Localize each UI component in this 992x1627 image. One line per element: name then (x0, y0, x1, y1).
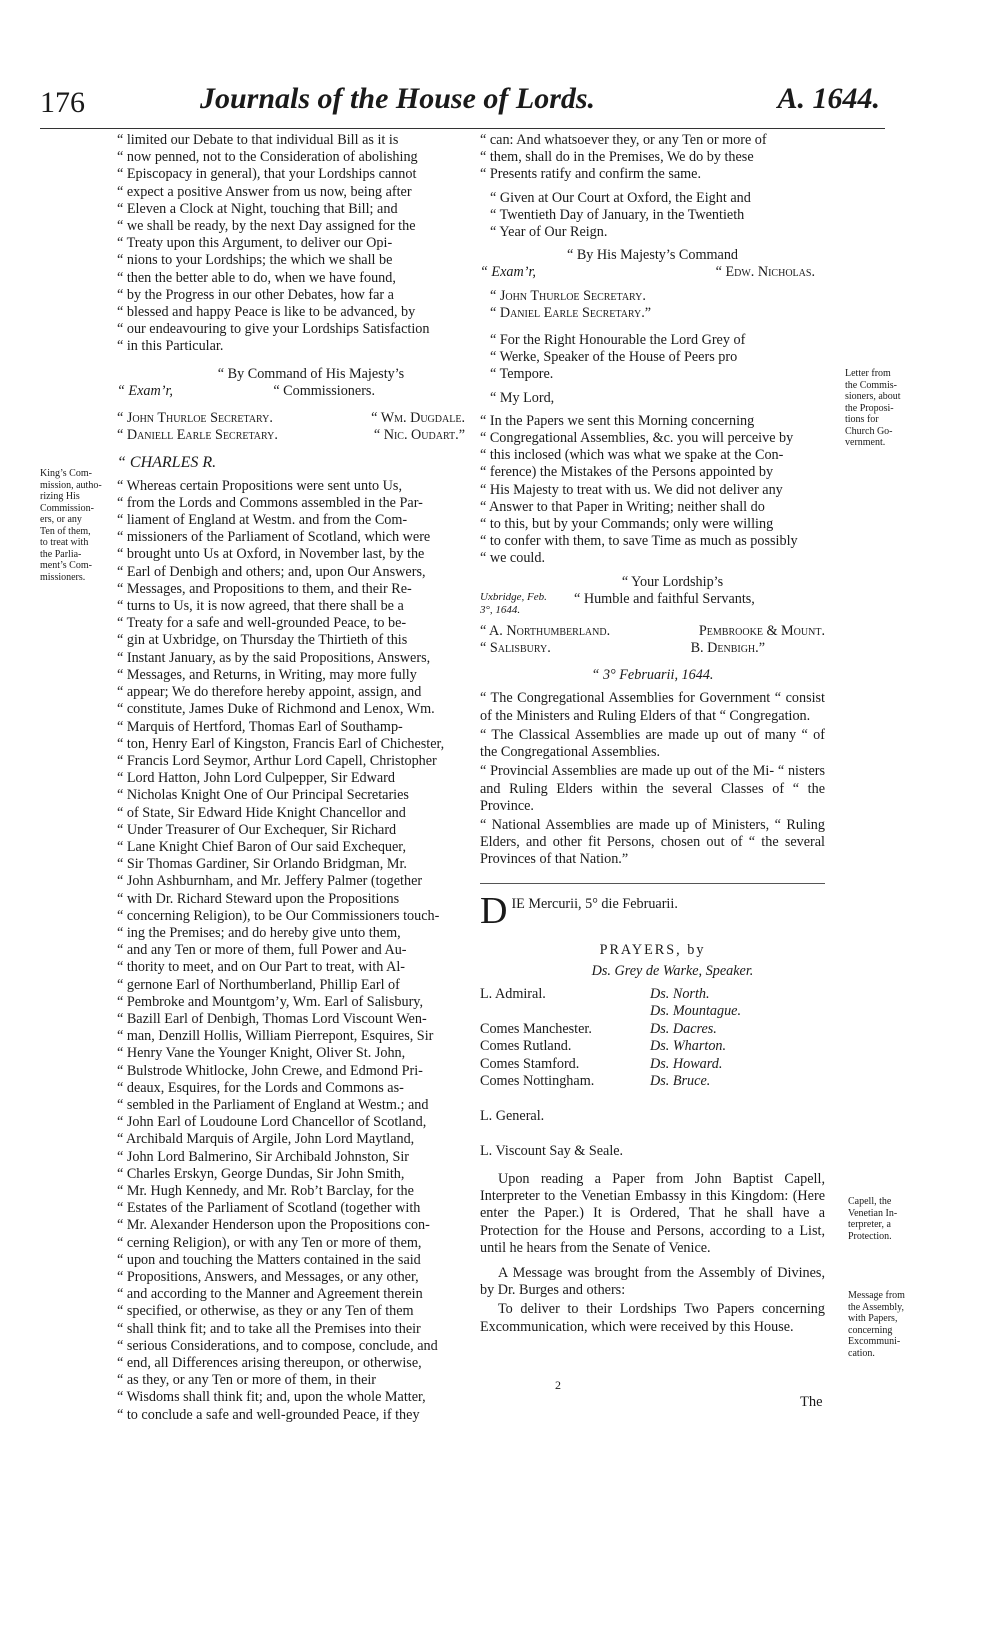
text-line: “ Nicholas Knight One of Our Principal Secretaries (117, 787, 409, 804)
margin-line: missioners. (40, 571, 86, 583)
attendee: Ds. Howard. (650, 1055, 723, 1072)
speaker-line: Ds. Grey de Warke, Speaker. (591, 962, 754, 979)
text-line: “ brought unto Us at Oxford, in November last, by the (117, 546, 425, 563)
text-line: “ from the Lords and Commons assembled in the Par- (117, 494, 423, 511)
margin-line: ment’s Com- (40, 560, 92, 571)
header-rule (40, 128, 885, 129)
text-line: “ turns to Us, it is now agreed, that there shall be a (117, 598, 404, 615)
charles-heading: “ CHARLES R. (117, 454, 217, 472)
margin-line: Capell, the (848, 1196, 892, 1207)
die-drop-cap: D (480, 891, 508, 928)
text-line: “ with Dr. Richard Steward upon the Propositions (117, 890, 400, 907)
text-line: “ limited our Debate to that individual Bill as it is (117, 132, 399, 148)
margin-line: cation. (848, 1347, 875, 1359)
margin-note-message (848, 1290, 940, 1359)
text-line: “ to conclude a safe and well-grounded Peace, if they (117, 1406, 420, 1423)
signature-nicholas: “ Edw. Nicholas. (715, 264, 815, 281)
text-line: “ Mr. Hugh Kennedy, and Mr. Rob’t Barclay, for the (117, 1182, 414, 1199)
text-line: “ Propositions, Answers, and Messages, or any other, (117, 1269, 419, 1285)
text-line: “ John Lord Balmerino, Sir Archibald Johnston, Sir (117, 1148, 409, 1165)
attendee: Comes Stamford. (480, 1055, 580, 1072)
attendee: L. Admiral. (480, 985, 546, 1002)
text-line: “ liament of England at Westm. and from the Com- (117, 512, 408, 529)
attendee: Ds. Mountague. (650, 1003, 742, 1020)
attendee: Comes Nottingham. (480, 1073, 595, 1090)
margin-line: the Proposi- (845, 402, 894, 414)
text-line: “ shall think fit; and to take all the Premises into their (117, 1320, 421, 1337)
section-rule (480, 883, 825, 884)
text-line: “ by the Progress in our other Debates, how far a (117, 286, 394, 303)
margin-line: Excommuni- (848, 1336, 901, 1347)
margin-line: Commission- (40, 502, 94, 514)
text-line: “ Werke, Speaker of the House of Peers pro (490, 349, 738, 366)
margin-line: to treat with (40, 537, 89, 548)
text-line: “ Lane Knight Chief Baron of Our said Exchequer, (117, 838, 407, 855)
text-line: “ Bazill Earl of Denbigh, Thomas Lord Viscount Wen- (117, 1010, 427, 1027)
text-line: “ Under Treasurer of Our Exchequer, Sir Richard (117, 821, 397, 838)
margin-line: with Papers, (848, 1313, 898, 1324)
commission-continuation (480, 132, 825, 184)
message-paragraph: A Message was brought from the Assembly of Divines, by Dr. Burges and others: (480, 1264, 825, 1299)
year-heading: A. 1644. (777, 82, 880, 115)
text-line: “ ference) the Mistakes of the Persons appointed by (480, 464, 774, 481)
date-heading: “ 3° Februarii, 1644. (591, 667, 714, 684)
margin-line: the Commis- (845, 379, 897, 391)
text-line: “ man, Denzill Hollis, William Pierrepont, Esquires, Sir (117, 1028, 434, 1045)
text-line: “ Archibald Marquis of Argile, John Lord Maytland, (117, 1131, 415, 1148)
place-date: Uxbridge, Feb. 3°, 1644. (480, 590, 547, 616)
text-line: “ of State, Sir Edward Hide Knight Chancellor and (117, 804, 406, 821)
assembly-paragraph: “ The Classical Assemblies are made up out of many “ of the Congregational Assemblies. (480, 726, 825, 761)
signature-mark: 2 (555, 1378, 561, 1392)
assemblies-text (480, 690, 825, 868)
margin-line: ers, or any (40, 514, 82, 525)
text-line: “ Tempore. (490, 366, 554, 383)
text-line: “ John Earl of Loudoune Lord Chancellor of Scotland, (117, 1114, 427, 1131)
text-line: “ Henry Vane the Younger Knight, Oliver St. John, (117, 1045, 406, 1062)
die-heading: IE Mercurii, 5° die Februarii. (511, 895, 678, 912)
text-line: “ thority to meet, and on Our Part to treat, with Al- (117, 959, 406, 976)
examr-label-right: “ Exam’r, (480, 264, 536, 281)
letter-address (480, 332, 825, 384)
margin-line: the Parlia- (40, 548, 82, 560)
text-line: “ gin at Uxbridge, on Thursday the Thirtieth of this (117, 632, 408, 649)
text-line: “ Mr. Alexander Henderson upon the Propositions con- (117, 1217, 430, 1234)
text-line: “ upon and touching the Matters contained in the said (117, 1251, 421, 1268)
signature-thurloe: “ John Thurloe Secretary. (117, 410, 273, 427)
text-line: “ cerning Religion), or with any Ten or more of them, (117, 1234, 422, 1251)
margin-note-kings-commission (40, 468, 112, 583)
text-line: “ Messages, and Returns, in Writing, may more fully (117, 666, 417, 683)
signature-salisbury: “ Salisbury. (480, 640, 551, 657)
intro-paragraph (117, 132, 465, 356)
text-line: “ missioners of the Parliament of Scotland, which were (117, 529, 431, 546)
signature-pembrooke: Pembrooke & Mount. (698, 622, 825, 639)
catchword: The (800, 1394, 823, 1410)
page-number: 176 (40, 86, 85, 119)
margin-line: Letter from (845, 368, 891, 379)
attendee (480, 1003, 650, 1021)
text-line: “ then the better able to do, when we have found, (117, 269, 396, 286)
text-line: “ For the Right Honourable the Lord Grey of (490, 332, 746, 349)
humble-servants: “ Humble and faithful Servants, (574, 590, 755, 607)
text-line: “ constitute, James Duke of Richmond and Lenox, Wm. (117, 701, 435, 718)
text-line: “ Lord Hatton, John Lord Culpepper, Sir Edward (117, 770, 395, 787)
text-line: “ nions to your Lordships; the which we shall be (117, 252, 393, 269)
text-line: “ in this Particular. (117, 338, 224, 355)
text-line: “ His Majesty to treat with us. We did not deliver any (480, 481, 783, 498)
text-line: “ our endeavouring to give your Lordships Satisfaction (117, 321, 430, 338)
text-line: “ deaux, Esquires, for the Lords and Commons as- (117, 1079, 404, 1096)
text-line: “ Given at Our Court at Oxford, the Eight and (490, 189, 751, 206)
prayers-heading: PRAYERS, by (599, 941, 706, 958)
text-line: “ Estates of the Parliament of Scotland (together with (117, 1200, 421, 1217)
commissioners-label: “ Commissioners. (273, 382, 375, 399)
text-line: “ Episcopacy in general), that your Lordships cannot (117, 166, 417, 183)
page-header (40, 78, 880, 126)
attendee: L. General. (480, 1108, 545, 1125)
text-line: “ blessed and happy Peace is like to be advanced, by (117, 304, 416, 321)
margin-line: Venetian In- (848, 1207, 898, 1219)
margin-line: Message from (848, 1290, 905, 1301)
text-line: “ as they, or any Ten or more of them, in their (117, 1372, 377, 1389)
my-lord-salutation: “ My Lord, (490, 389, 555, 406)
margin-line: rizing His (40, 491, 80, 502)
deliver-paragraph: To deliver to their Lordships Two Papers concerning Excommunication, which were received by this House. (480, 1301, 825, 1335)
text-line: “ concerning Religion), to be Our Commissioners touch- (117, 907, 440, 924)
assembly-paragraph: “ The Congregational Assemblies for Government “ consist of the Ministers and Ruling Elders of that “ Congregation. (480, 690, 825, 724)
text-line: “ gernone Earl of Northumberland, Phillip Earl of (117, 976, 400, 993)
attendee: Ds. Wharton. (650, 1038, 727, 1055)
text-line: “ now penned, not to the Consideration of abolishing (117, 149, 418, 166)
examr-label: “ Exam’r, (117, 382, 173, 399)
signature-thurloe-right: “ John Thurloe Secretary. (490, 287, 646, 304)
text-line: “ Marquis of Hertford, Thomas Earl of Southamp- (117, 718, 403, 735)
signature-earle: “ Daniell Earle Secretary. (117, 427, 278, 444)
margin-line: Protection. (848, 1230, 892, 1242)
text-line: “ specified, or otherwise, as they or any Ten of them (117, 1303, 414, 1320)
attendance-list (480, 986, 825, 1161)
text-line: “ Wisdoms shall think fit; and, upon the whole Matter, (117, 1389, 426, 1406)
text-line: “ Treaty upon this Argument, to deliver our Opi- (117, 235, 393, 252)
signature-oudart: “ Nic. Oudart.” (373, 427, 465, 444)
margin-line: King’s Com- (40, 468, 92, 479)
right-column (480, 132, 825, 1338)
attendee: Ds. Bruce. (650, 1073, 711, 1090)
attendee: Ds. Dacres. (650, 1020, 717, 1037)
text-line: “ expect a positive Answer from us now, being after (117, 183, 412, 200)
text-line: “ Twentieth Day of January, in the Twentieth (490, 206, 745, 223)
text-line: “ sembled in the Parliament of England at Westm.; and (117, 1096, 429, 1113)
assembly-paragraph: “ Provincial Assemblies are made up out of the Mi- “ nisters and Ruling Elders within the several Classes of “ the Province. (480, 763, 825, 814)
by-majesty-line: “ By His Majesty’s Command (566, 247, 739, 264)
signature-denbigh: B. Denbigh.” (690, 640, 765, 657)
signature-northumberland: “ A. Northumberland. (480, 622, 611, 639)
margin-line: tions for (845, 414, 879, 425)
text-line: “ to this, but by your Commands; only were willing (480, 516, 774, 533)
signature-earle-right: “ Daniel Earle Secretary.” (490, 304, 652, 321)
attendee: Ds. North. (650, 985, 710, 1002)
margin-line: mission, autho- (40, 479, 102, 491)
by-command-line: “ By Command of His Majesty’s (217, 365, 405, 382)
text-line: “ Congregational Assemblies, &c. you will perceive by (480, 430, 794, 447)
attendee: Comes Manchester. (480, 1020, 592, 1037)
text-line: “ Bulstrode Whitlocke, John Crewe, and Edmond Pri- (117, 1062, 423, 1079)
commission-text (117, 478, 465, 1424)
text-line: “ Whereas certain Propositions were sent unto Us, (117, 477, 402, 494)
text-line: “ we shall be ready, by the next Day assigned for the (117, 218, 416, 235)
text-line: “ Treaty for a safe and well-grounded Peace, to be- (117, 615, 407, 632)
text-line: “ can: And whatsoever they, or any Ten or more of (480, 132, 767, 148)
text-line: “ this inclosed (which was what we spake at the Con- (480, 447, 784, 464)
text-line: “ Answer to that Paper in Writing; neither shall do (480, 498, 765, 515)
margin-line: the Assembly, (848, 1301, 905, 1313)
text-line: “ Earl of Denbigh and others; and, upon Our Answers, (117, 563, 426, 580)
margin-line: sioners, about (845, 391, 901, 402)
margin-note-capell (848, 1196, 940, 1242)
text-line: “ ton, Henry Earl of Kingston, Francis Earl of Chichester, (117, 735, 445, 752)
text-line: “ to confer with them, to save Time as much as possibly (480, 533, 798, 550)
assembly-paragraph: “ National Assemblies are made up of Ministers, “ Ruling Elders, and other fit Persons, chosen out of “ the several Provinces of that Nation.” (480, 816, 825, 868)
text-line: “ Instant January, as by the said Propositions, Answers, (117, 649, 431, 666)
text-line: “ and according to the Manner and Agreement therein (117, 1286, 423, 1303)
text-line: “ Eleven a Clock at Night, touching that Bill; and (117, 200, 398, 217)
text-line: “ Francis Lord Seymor, Arthur Lord Capell, Christopher (117, 752, 437, 769)
text-line: “ John Ashburnham, and Mr. Jeffery Palmer (together (117, 873, 423, 890)
text-line: “ In the Papers we sent this Morning concerning (480, 412, 755, 429)
text-line: “ appear; We do therefore hereby appoint, assign, and (117, 684, 422, 701)
text-line: “ and any Ten or more of them, full Power and Au- (117, 942, 407, 959)
text-line: “ Presents ratify and confirm the same. (480, 166, 702, 183)
margin-line: vernment. (845, 437, 886, 448)
text-line: “ Year of Our Reign. (490, 224, 608, 241)
attendee: L. Viscount Say & Seale. (480, 1143, 624, 1160)
letter-body (480, 413, 825, 568)
text-line: “ Sir Thomas Gardiner, Sir Orlando Bridgman, Mr. (117, 856, 407, 873)
signature-dugdale: “ Wm. Dugdale. (371, 410, 465, 427)
text-line: “ end, all Differences arising thereupon, or otherwise, (117, 1355, 422, 1372)
left-column (117, 132, 465, 1424)
margin-line: Ten of them, (40, 525, 91, 537)
attendee (480, 1091, 650, 1109)
text-line: “ we could. (480, 550, 546, 567)
text-line: “ serious Considerations, and to compose, conclude, and (117, 1337, 438, 1354)
margin-line: concerning (848, 1324, 893, 1336)
running-title: Journals of the House of Lords. (200, 82, 596, 115)
given-at-oxford (480, 190, 825, 242)
margin-note-letter (845, 368, 940, 449)
attendee (480, 1126, 650, 1144)
text-line: “ Pembroke and Mountgom’y, Wm. Earl of Salisbury, (117, 993, 424, 1010)
capell-paragraph: Upon reading a Paper from John Baptist Capell, Interpreter to the Venetian Embassy in this Kingdom: (Here enter the Paper.) It is Ordered, That he shall have a Protection for the House and Persons, according to a List, until he hears from the Senate of Venice. (480, 1170, 825, 1256)
text-line: “ Messages, and Propositions to them, and their Re- (117, 580, 412, 597)
text-line: “ them, shall do in the Premises, We do by these (480, 149, 754, 166)
your-lordships: “ Your Lordship’s (621, 573, 724, 590)
attendee: Comes Rutland. (480, 1038, 572, 1055)
margin-line: terpreter, a (848, 1219, 891, 1230)
text-line: “ Charles Erskyn, George Dundas, Sir John Smith, (117, 1165, 405, 1182)
margin-line: Church Go- (845, 425, 893, 437)
text-line: “ ing the Premises; and do hereby give unto them, (117, 924, 401, 941)
